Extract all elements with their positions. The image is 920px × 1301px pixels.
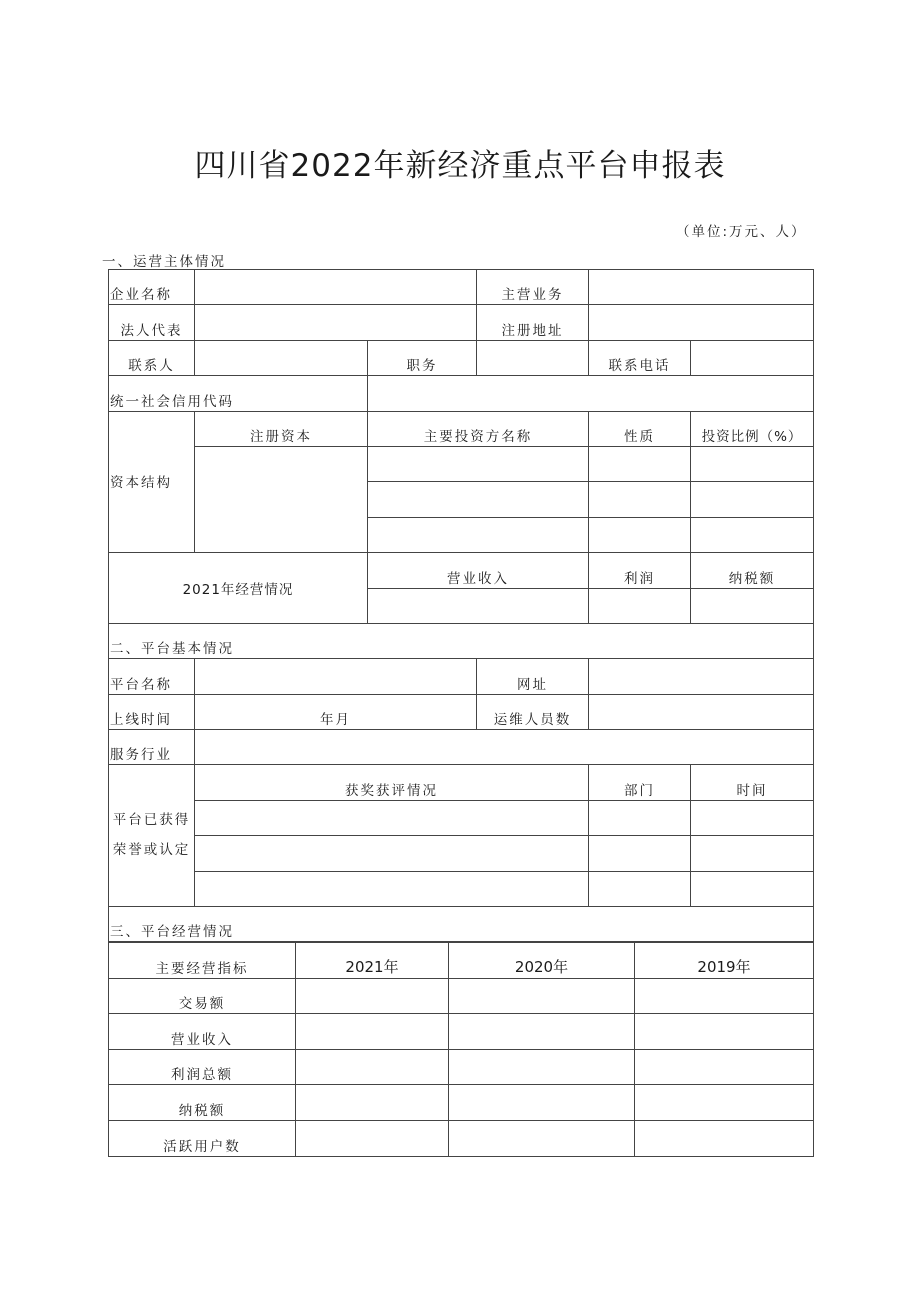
nature-input[interactable] <box>589 482 691 517</box>
indicator-header: 主要经营指标 <box>109 943 296 979</box>
investor-name-input[interactable] <box>368 517 589 552</box>
award-header: 获奖获评情况 <box>195 765 589 800</box>
investment-ratio-header: 投资比例（%） <box>691 411 814 446</box>
year-header-2021: 2021年 <box>296 943 449 979</box>
revenue-header: 营业收入 <box>368 553 589 588</box>
indicator-transaction-volume: 交易额 <box>109 978 296 1014</box>
page-title: 四川省2022年新经济重点平台申报表 <box>194 148 726 184</box>
tax-header: 纳税额 <box>691 553 814 588</box>
department-header: 部门 <box>589 765 691 800</box>
value-cell[interactable] <box>449 1014 635 1050</box>
profit-header: 利润 <box>589 553 691 588</box>
indicator-active-users: 活跃用户数 <box>109 1120 296 1156</box>
position-input[interactable] <box>477 340 589 375</box>
honors-label-line2: 荣誉或认定 <box>112 842 191 859</box>
value-cell[interactable] <box>449 1085 635 1121</box>
main-business-label: 主营业务 <box>477 270 589 305</box>
value-cell[interactable] <box>449 1049 635 1085</box>
ops-staff-input[interactable] <box>589 694 814 729</box>
profit-input[interactable] <box>589 588 691 623</box>
ops-staff-label: 运维人员数 <box>477 694 589 729</box>
department-input[interactable] <box>589 836 691 871</box>
ops-2021-label: 2021年经营情况 <box>109 553 368 624</box>
value-cell[interactable] <box>449 1120 635 1156</box>
value-cell[interactable] <box>296 1049 449 1085</box>
indicator-total-profit: 利润总额 <box>109 1049 296 1085</box>
value-cell[interactable] <box>635 978 814 1014</box>
credit-code-label: 统一社会信用代码 <box>109 376 368 411</box>
main-business-input[interactable] <box>589 270 814 305</box>
industry-label: 服务行业 <box>109 730 195 765</box>
company-name-input[interactable] <box>195 270 477 305</box>
section3-heading: 三、平台经营情况 <box>109 907 814 942</box>
launch-time-label: 上线时间 <box>109 694 195 729</box>
platform-name-label: 平台名称 <box>109 659 195 694</box>
award-input[interactable] <box>195 836 589 871</box>
value-cell[interactable] <box>449 978 635 1014</box>
investor-name-header: 主要投资方名称 <box>368 411 589 446</box>
value-cell[interactable] <box>296 1120 449 1156</box>
legal-rep-label: 法人代表 <box>109 305 195 340</box>
tax-input[interactable] <box>691 588 814 623</box>
nature-header: 性质 <box>589 411 691 446</box>
time-input[interactable] <box>691 800 814 835</box>
registered-capital-header: 注册资本 <box>195 411 368 446</box>
phone-input[interactable] <box>691 340 814 375</box>
award-input[interactable] <box>195 871 589 906</box>
time-input[interactable] <box>691 871 814 906</box>
time-header: 时间 <box>691 765 814 800</box>
department-input[interactable] <box>589 871 691 906</box>
section1-heading: 一、运营主体情况 <box>102 254 226 270</box>
department-input[interactable] <box>589 800 691 835</box>
value-cell[interactable] <box>296 978 449 1014</box>
section2-heading: 二、平台基本情况 <box>109 623 814 658</box>
value-cell[interactable] <box>635 1085 814 1121</box>
value-cell[interactable] <box>296 1014 449 1050</box>
website-label: 网址 <box>477 659 589 694</box>
investment-ratio-input[interactable] <box>691 446 814 481</box>
application-form-table <box>108 269 814 942</box>
year-header-2020: 2020年 <box>449 943 635 979</box>
platform-name-input[interactable] <box>195 659 477 694</box>
value-cell[interactable] <box>296 1085 449 1121</box>
phone-label: 联系电话 <box>589 340 691 375</box>
honors-label <box>109 765 195 907</box>
indicator-revenue: 营业收入 <box>109 1014 296 1050</box>
contact-label: 联系人 <box>109 340 195 375</box>
capital-structure-label: 资本结构 <box>109 411 195 553</box>
value-cell[interactable] <box>635 1014 814 1050</box>
honors-label-line1: 平台已获得 <box>112 812 191 829</box>
investment-ratio-input[interactable] <box>691 517 814 552</box>
operations-table <box>108 942 814 1157</box>
reg-address-input[interactable] <box>589 305 814 340</box>
award-input[interactable] <box>195 800 589 835</box>
registered-capital-input[interactable] <box>195 446 368 552</box>
industry-input[interactable] <box>195 730 814 765</box>
position-label: 职务 <box>368 340 477 375</box>
credit-code-input[interactable] <box>368 376 814 411</box>
value-cell[interactable] <box>635 1049 814 1085</box>
nature-input[interactable] <box>589 517 691 552</box>
investment-ratio-input[interactable] <box>691 482 814 517</box>
contact-input[interactable] <box>195 340 368 375</box>
nature-input[interactable] <box>589 446 691 481</box>
indicator-tax: 纳税额 <box>109 1085 296 1121</box>
revenue-input[interactable] <box>368 588 589 623</box>
launch-time-input[interactable]: 年月 <box>195 694 477 729</box>
time-input[interactable] <box>691 836 814 871</box>
value-cell[interactable] <box>635 1120 814 1156</box>
unit-note: （单位:万元、人） <box>676 224 807 240</box>
legal-rep-input[interactable] <box>195 305 477 340</box>
year-header-2019: 2019年 <box>635 943 814 979</box>
reg-address-label: 注册地址 <box>477 305 589 340</box>
company-name-label: 企业名称 <box>109 270 195 305</box>
website-input[interactable] <box>589 659 814 694</box>
investor-name-input[interactable] <box>368 446 589 481</box>
investor-name-input[interactable] <box>368 482 589 517</box>
